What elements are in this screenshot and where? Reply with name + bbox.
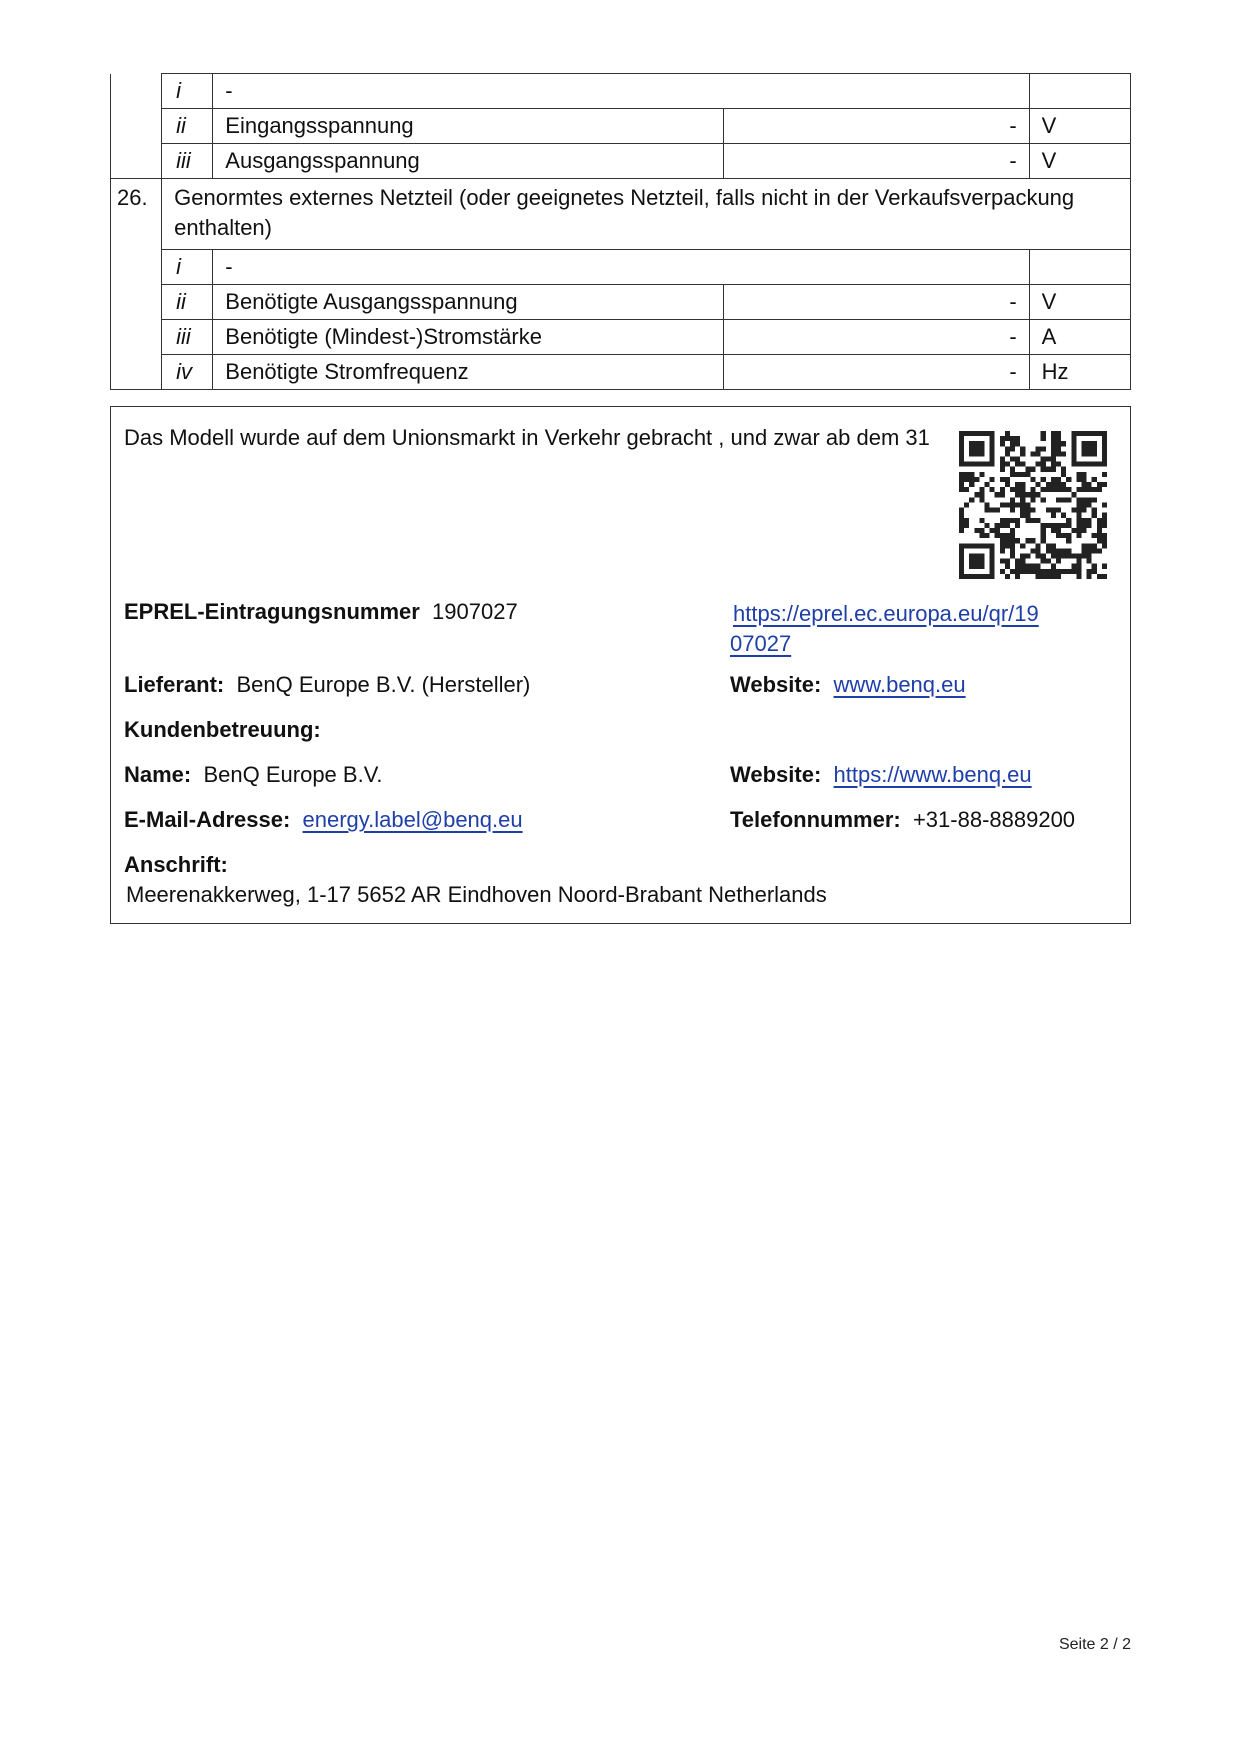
website-label: Website: bbox=[730, 762, 822, 787]
table-row bbox=[111, 109, 1131, 144]
supplier-value: BenQ Europe B.V. (Hersteller) bbox=[236, 672, 531, 697]
name-label: Name: bbox=[124, 762, 192, 787]
supplier-label: Lieferant: bbox=[124, 672, 225, 697]
row-unit: A bbox=[1029, 320, 1130, 355]
row-label: Eingangsspannung bbox=[213, 109, 723, 144]
sub-index: i bbox=[162, 250, 213, 285]
spec-table bbox=[110, 73, 1131, 390]
section-title: Genormtes externes Netzteil (oder geeignetes Netzteil, falls nicht in der Verkaufsverpackung enthalten) bbox=[162, 179, 1131, 250]
row-number-cell bbox=[111, 355, 162, 390]
table-row bbox=[111, 74, 1131, 109]
row-unit bbox=[1029, 74, 1130, 109]
eprel-label: EPREL-Eintragungsnummer bbox=[124, 599, 420, 624]
eprel-link-line1[interactable]: https://eprel.ec.europa.eu/qr/19 bbox=[733, 601, 1039, 626]
row-unit: V bbox=[1029, 285, 1130, 320]
section-number: 26. bbox=[111, 179, 162, 250]
row-label: Benötigte (Mindest-)Stromstärke bbox=[213, 320, 723, 355]
supplier-info-box bbox=[110, 406, 1131, 924]
row-number-cell bbox=[111, 144, 162, 179]
row-label: Benötigte Stromfrequenz bbox=[213, 355, 723, 390]
row-number-cell bbox=[111, 320, 162, 355]
market-placement-text: Das Modell wurde auf dem Unionsmarkt in Verkehr gebracht , und zwar ab dem 31 bbox=[124, 425, 930, 450]
service-website-link[interactable]: https://www.benq.eu bbox=[833, 762, 1032, 787]
qr-code[interactable] bbox=[959, 431, 1107, 579]
table-row bbox=[111, 355, 1131, 390]
row-label: Ausgangsspannung bbox=[213, 144, 723, 179]
sub-index: ii bbox=[162, 109, 213, 144]
row-unit: Hz bbox=[1029, 355, 1130, 390]
sub-index: i bbox=[162, 74, 213, 109]
address-label: Anschrift: bbox=[124, 852, 228, 877]
sub-index: iii bbox=[162, 320, 213, 355]
row-unit: V bbox=[1029, 109, 1130, 144]
row-label: Benötigte Ausgangsspannung bbox=[213, 285, 723, 320]
eprel-row bbox=[124, 599, 518, 625]
website-label: Website: bbox=[730, 672, 822, 697]
service-website-row bbox=[730, 762, 1032, 788]
row-value: - bbox=[723, 285, 1029, 320]
phone-value: +31-88-8889200 bbox=[912, 807, 1076, 832]
row-value: - bbox=[723, 144, 1029, 179]
table-row bbox=[111, 320, 1131, 355]
page-number: Seite 2 / 2 bbox=[1058, 1636, 1131, 1653]
row-unit bbox=[1029, 250, 1130, 285]
row-number-cell bbox=[111, 285, 162, 320]
row-number-cell bbox=[111, 74, 162, 109]
supplier-website-row bbox=[730, 672, 966, 698]
row-number-cell bbox=[111, 109, 162, 144]
eprel-url bbox=[730, 599, 1039, 659]
email-link[interactable]: energy.label@benq.eu bbox=[302, 807, 523, 832]
row-unit: V bbox=[1029, 144, 1130, 179]
address-value: Meerenakkerweg, 1-17 5652 AR Eindhoven Noord-Brabant Netherlands bbox=[126, 882, 827, 907]
row-label: - bbox=[213, 74, 1029, 109]
eprel-number: 1907027 bbox=[432, 599, 518, 624]
table-row bbox=[111, 144, 1131, 179]
row-value: - bbox=[723, 320, 1029, 355]
name-value: BenQ Europe B.V. bbox=[203, 762, 383, 787]
email-row bbox=[124, 807, 523, 833]
section-header-row bbox=[111, 179, 1131, 250]
row-value: - bbox=[723, 109, 1029, 144]
row-number-cell bbox=[111, 250, 162, 285]
sub-index: iv bbox=[162, 355, 213, 390]
sub-index: ii bbox=[162, 285, 213, 320]
phone-row bbox=[730, 807, 1075, 833]
row-value: - bbox=[723, 355, 1029, 390]
table-row bbox=[111, 250, 1131, 285]
service-name-row bbox=[124, 762, 382, 788]
row-label: - bbox=[213, 250, 1029, 285]
email-label: E-Mail-Adresse: bbox=[124, 807, 291, 832]
eprel-link-line2[interactable]: 07027 bbox=[730, 631, 792, 656]
supplier-website-link[interactable]: www.benq.eu bbox=[833, 672, 966, 697]
sub-index: iii bbox=[162, 144, 213, 179]
phone-label: Telefonnummer: bbox=[730, 807, 901, 832]
table-row bbox=[111, 285, 1131, 320]
customer-service-heading: Kundenbetreuung: bbox=[124, 717, 321, 742]
supplier-row bbox=[124, 672, 530, 698]
